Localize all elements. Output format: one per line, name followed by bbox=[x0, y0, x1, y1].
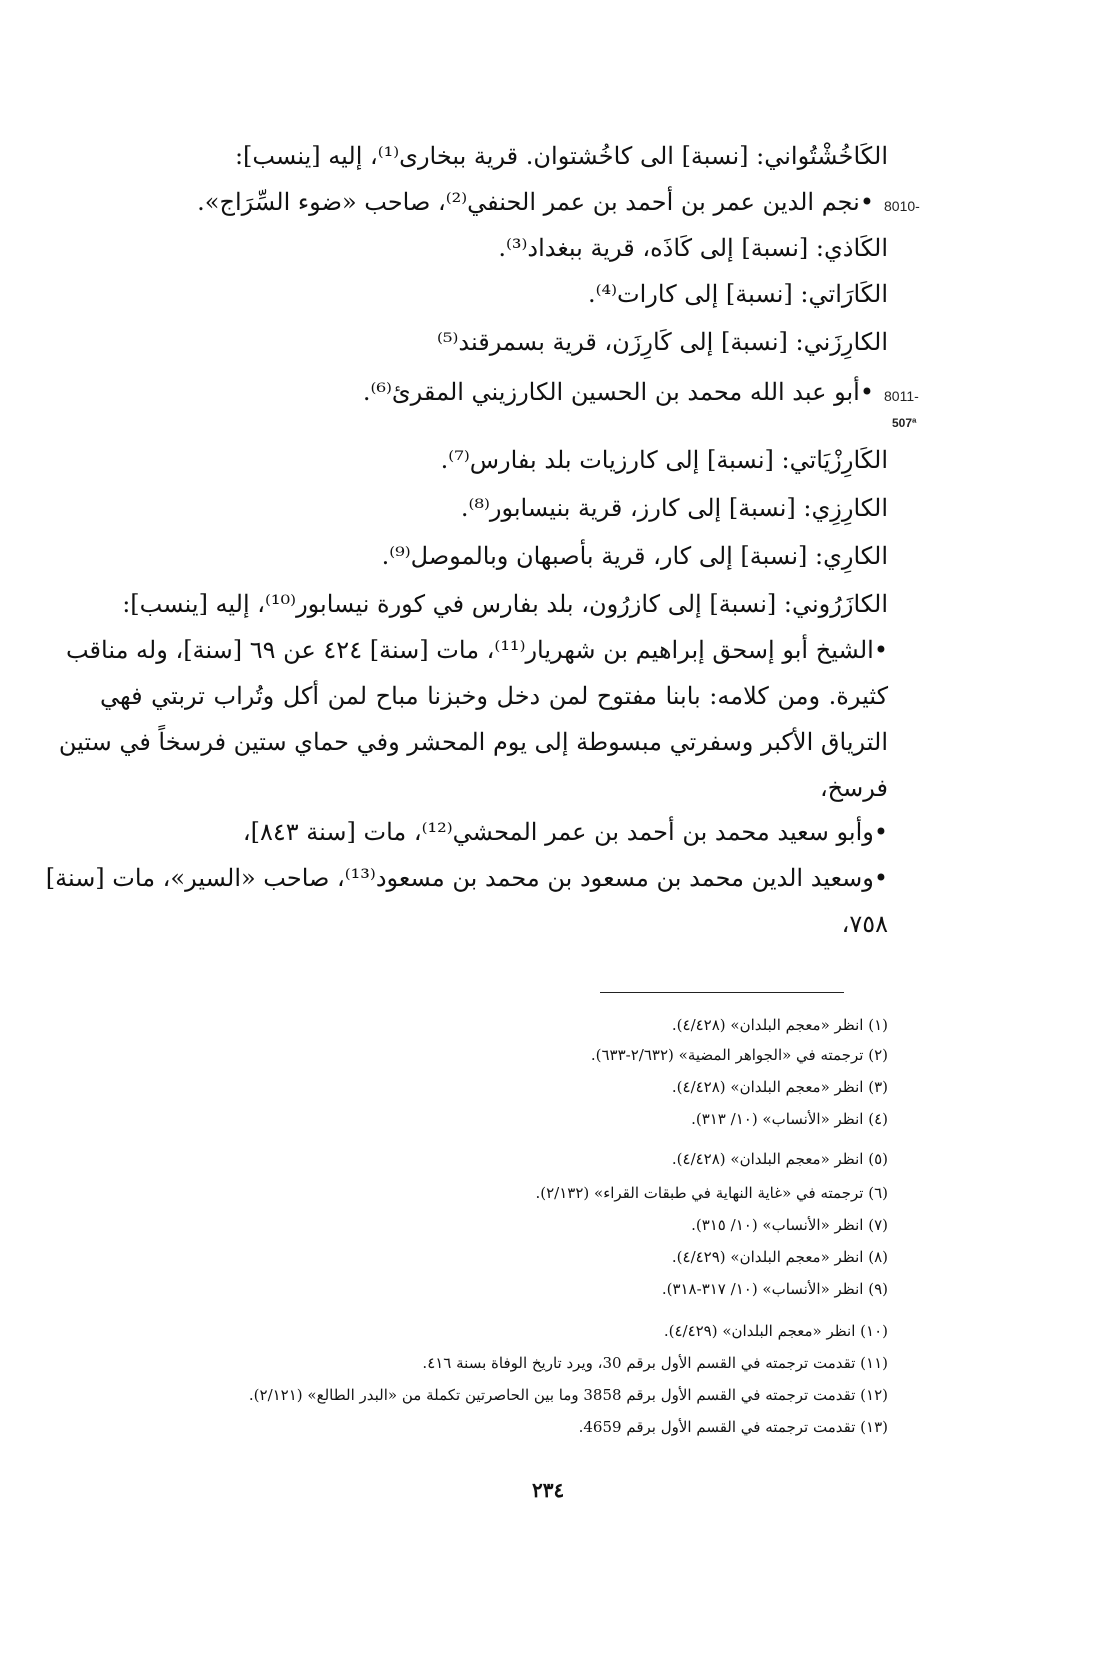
footnote-4: (٤) انظر «الأنساب» (١٠/ ٣١٣). bbox=[691, 1110, 888, 1128]
entry-line-17: ٧٥٨، bbox=[841, 910, 888, 938]
footnote-12: (١٢) تقدمت ترجمته في القسم الأول برقم 3858 وما بين الحاصرتين تكملة من «البدر الطالع» (٢/١٢١). bbox=[248, 1386, 888, 1404]
footnote-8: (٨) انظر «معجم البلدان» (٤/٤٢٩). bbox=[671, 1248, 888, 1266]
footnote-10: (١٠) انظر «معجم البلدان» (٤/٤٢٩). bbox=[663, 1322, 888, 1340]
entry-line-9: الكارِي: [نسبة] إلى كار، قرية بأصبهان وبالموصل⁽⁹⁾. bbox=[381, 542, 888, 570]
footnote-9: (٩) انظر «الأنساب» (١٠/ ٣١٧-٣١٨). bbox=[661, 1280, 888, 1298]
entry-line-11: •الشيخ أبو إسحق إبراهيم بن شهريار⁽¹¹⁾، مات [سنة] ٤٢٤ عن ٦٩ [سنة]، وله مناقب bbox=[65, 636, 888, 664]
footnote-rule bbox=[600, 992, 844, 993]
footnote-1: (١) انظر «معجم البلدان» (٤/٤٢٨). bbox=[671, 1016, 888, 1034]
entry-line-16: •وسعيد الدين محمد بن مسعود بن محمد بن مسعود⁽¹³⁾، صاحب «السير»، مات [سنة] bbox=[45, 864, 888, 892]
entry-line-8: الكارِزِي: [نسبة] إلى كارز، قرية بنيسابور⁽⁸⁾. bbox=[460, 494, 888, 522]
footnote-3: (٣) انظر «معجم البلدان» (٤/٤٢٨). bbox=[671, 1078, 888, 1096]
entry-line-15: •وأبو سعيد محمد بن أحمد بن عمر المحشي⁽¹²⁾، مات [سنة ٨٤٣]، bbox=[242, 818, 888, 846]
entry-line-2: •نجم الدين عمر بن أحمد بن عمر الحنفي⁽²⁾، صاحب «ضوء السِّرَاج». bbox=[197, 188, 874, 216]
entry-number-8010: 8010- bbox=[884, 198, 920, 214]
entry-line-4: الكَارَاتي: [نسبة] إلى كارات⁽⁴⁾. bbox=[587, 280, 888, 308]
entry-number-8011: 8011- bbox=[884, 388, 919, 404]
entry-line-7: الكَارِزْيَاتي: [نسبة] إلى كارزيات بلد بفارس⁽⁷⁾. bbox=[440, 446, 888, 474]
footnote-6: (٦) ترجمته في «غاية النهاية في طبقات القراء» (٢/١٣٢). bbox=[535, 1184, 888, 1202]
footnote-5: (٥) انظر «معجم البلدان» (٤/٤٢٨). bbox=[671, 1150, 888, 1168]
footnote-11: (١١) تقدمت ترجمته في القسم الأول برقم 30، ويرد تاريخ الوفاة بسنة ٤١٦. bbox=[422, 1354, 888, 1372]
entry-line-10: الكازَرُوني: [نسبة] إلى كازرُون، بلد بفارس في كورة نيسابور⁽¹⁰⁾، إليه [ينسب]: bbox=[122, 590, 888, 618]
page-number: ٢٣٤ bbox=[532, 1478, 565, 1502]
entry-line-12: كثيرة. ومن كلامه: بابنا مفتوح لمن دخل وخبزنا مباح لمن أكل وتُراب تربتي فهي bbox=[100, 682, 888, 710]
entry-line-3: الكَاذي: [نسبة] إلى كَاذَه، قرية ببغداد⁽³⁾. bbox=[498, 234, 888, 262]
entry-line-13: الترياق الأكبر وسفرتي مبسوطة إلى يوم المحشر وفي حماي ستين فرسخاً في ستين bbox=[58, 728, 888, 756]
footnote-7: (٧) انظر «الأنساب» (١٠/ ٣١٥). bbox=[691, 1216, 888, 1234]
footnote-13: (١٣) تقدمت ترجمته في القسم الأول برقم 4659. bbox=[578, 1418, 888, 1436]
entry-line-14: فرسخ، bbox=[819, 774, 888, 802]
entry-line-6: •أبو عبد الله محمد بن الحسين الكارزيني المقرئ⁽⁶⁾. bbox=[362, 378, 874, 406]
footnote-2: (٢) ترجمته في «الجواهر المضية» (٢/٦٣٢-٦٣٣). bbox=[590, 1046, 888, 1064]
entry-line-5: الكارِزَني: [نسبة] إلى كَارِزَن، قرية بسمرقند⁽⁵⁾ bbox=[436, 328, 888, 356]
entry-line-1: الكَاخُشْتُواني: [نسبة] الى كاخُشتوان. قرية ببخارى⁽¹⁾، إليه [ينسب]: bbox=[234, 142, 888, 170]
margin-marker: 507ª bbox=[892, 416, 917, 430]
